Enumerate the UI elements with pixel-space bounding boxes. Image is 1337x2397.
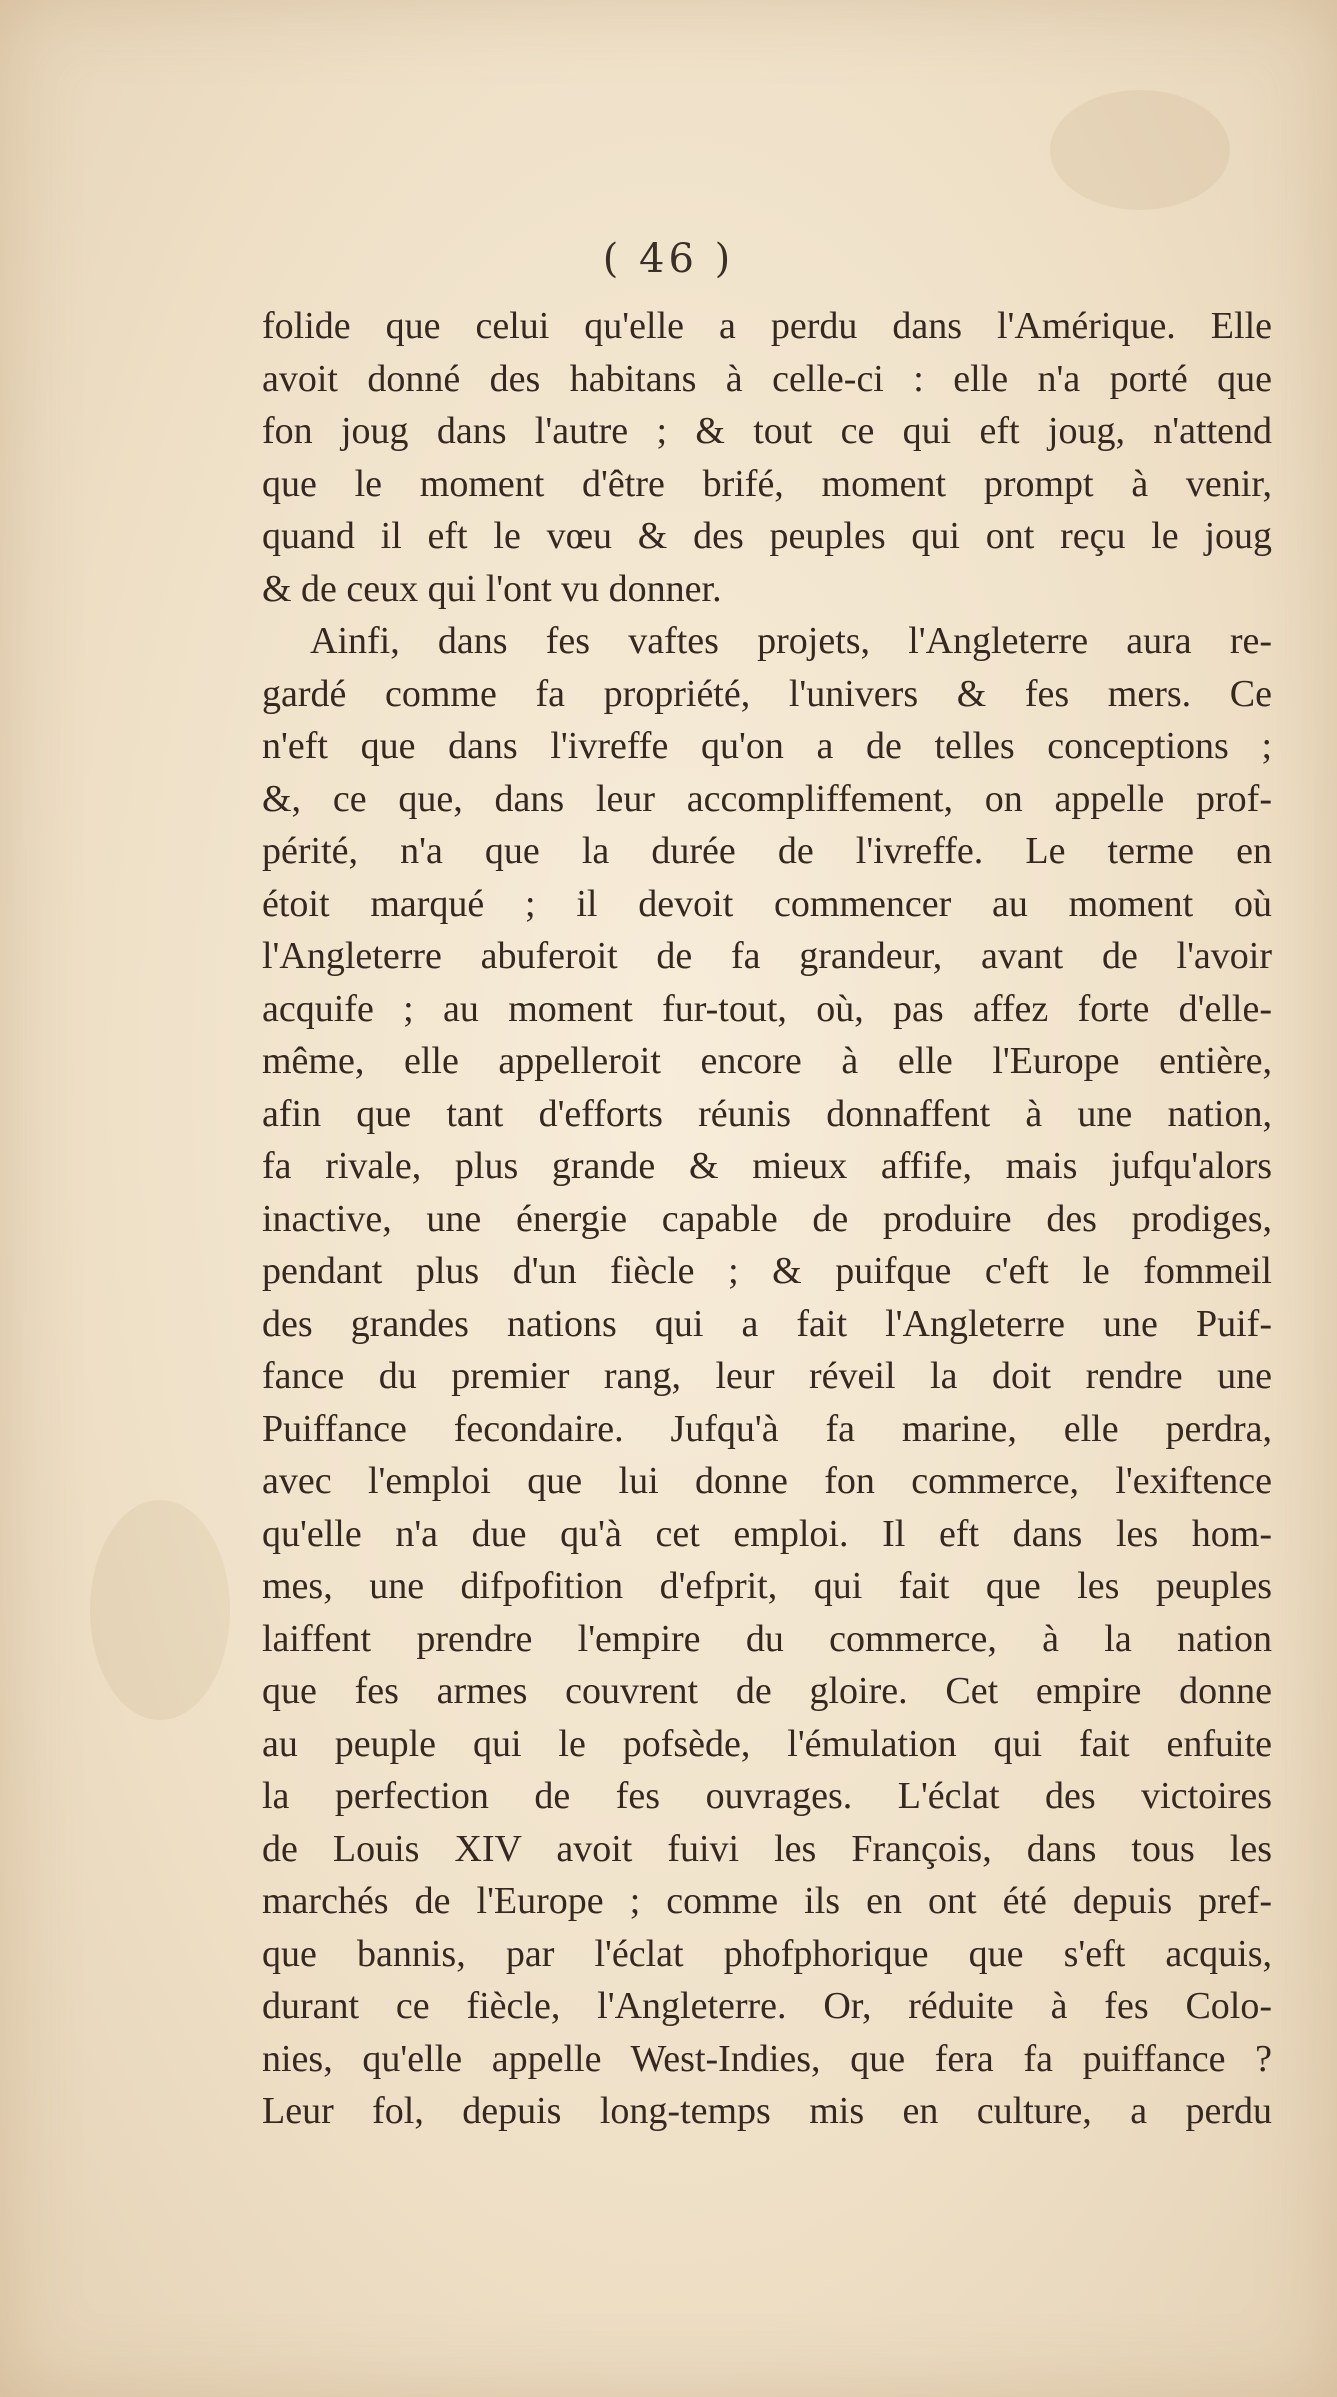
text-line: de Louis XIV avoit fuivi les François, dans tous les	[262, 1827, 1272, 1870]
paper-stain	[1050, 90, 1230, 210]
text-line: fa rivale, plus grande & mieux affife, mais jufqu'alors	[262, 1145, 1272, 1187]
text-line: fance du premier rang, leur réveil la doit rendre une	[262, 1355, 1272, 1397]
text-line: & de ceux qui l'ont vu donner.	[262, 567, 722, 610]
text-line: acquife ; au moment fur-tout, où, pas affez forte d'elle-	[262, 987, 1272, 1030]
text-line: inactive, une énergie capable de produire des prodiges,	[262, 1197, 1272, 1240]
text-line: avec l'emploi que lui donne fon commerce, l'exiftence	[262, 1460, 1272, 1502]
text-line: la perfection de fes ouvrages. L'éclat des victoires	[262, 1775, 1272, 1817]
text-line: durant ce fiècle, l'Angleterre. Or, réduite à fes Colo-	[262, 1985, 1272, 2027]
text-line: afin que tant d'efforts réunis donnaffent à une nation,	[262, 1092, 1272, 1135]
text-line: &, ce que, dans leur accompliffement, on appelle prof-	[262, 777, 1272, 820]
text-line: laiffent prendre l'empire du commerce, à la nation	[262, 1617, 1272, 1660]
text-line: Leur fol, depuis long-temps mis en culture, a perdu	[262, 2090, 1272, 2132]
text-line: marchés de l'Europe ; comme ils en ont été depuis pref-	[262, 1880, 1272, 1922]
text-line: n'eft que dans l'ivreffe qu'on a de telles conceptions ;	[262, 725, 1272, 767]
text-line: quand il eft le vœu & des peuples qui ont reçu le joug	[262, 515, 1272, 557]
text-line: que le moment d'être brifé, moment prompt à venir,	[262, 462, 1272, 505]
text-line: Puiffance fecondaire. Jufqu'à fa marine, elle perdra,	[262, 1407, 1272, 1450]
text-line: avoit donné des habitans à celle-ci : elle n'a porté que	[262, 357, 1272, 400]
text-line: folide que celui qu'elle a perdu dans l'Amérique. Elle	[262, 305, 1272, 347]
text-line: étoit marqué ; il devoit commencer au moment où	[262, 882, 1272, 925]
paper-stain	[90, 1500, 230, 1720]
text-line: que fes armes couvrent de gloire. Cet empire donne	[262, 1670, 1272, 1712]
text-line: des grandes nations qui a fait l'Angleterre une Puif-	[262, 1302, 1272, 1345]
text-line: au peuple qui le pofsède, l'émulation qui fait enfuite	[262, 1722, 1272, 1765]
body-text	[262, 300, 1272, 2138]
text-line: même, elle appelleroit encore à elle l'Europe entière,	[262, 1040, 1272, 1082]
text-line: que bannis, par l'éclat phofphorique que s'eft acquis,	[262, 1932, 1272, 1975]
page-number: ( 46 )	[602, 236, 735, 282]
text-line: pendant plus d'un fiècle ; & puifque c'eft le fommeil	[262, 1250, 1272, 1292]
text-line: nies, qu'elle appelle West-Indies, que fera fa puiffance ?	[262, 2037, 1272, 2080]
text-line: Ainfi, dans fes vaftes projets, l'Angleterre aura re-	[310, 620, 1272, 662]
text-line: mes, une difpofition d'efprit, qui fait que les peuples	[262, 1565, 1272, 1607]
text-line: l'Angleterre abuferoit de fa grandeur, avant de l'avoir	[262, 935, 1272, 977]
text-line: gardé comme fa propriété, l'univers & fes mers. Ce	[262, 672, 1272, 715]
text-line: qu'elle n'a due qu'à cet emploi. Il eft dans les hom-	[262, 1512, 1272, 1555]
text-line: périté, n'a que la durée de l'ivreffe. Le terme en	[262, 830, 1272, 872]
text-line: fon joug dans l'autre ; & tout ce qui eft joug, n'attend	[262, 410, 1272, 452]
